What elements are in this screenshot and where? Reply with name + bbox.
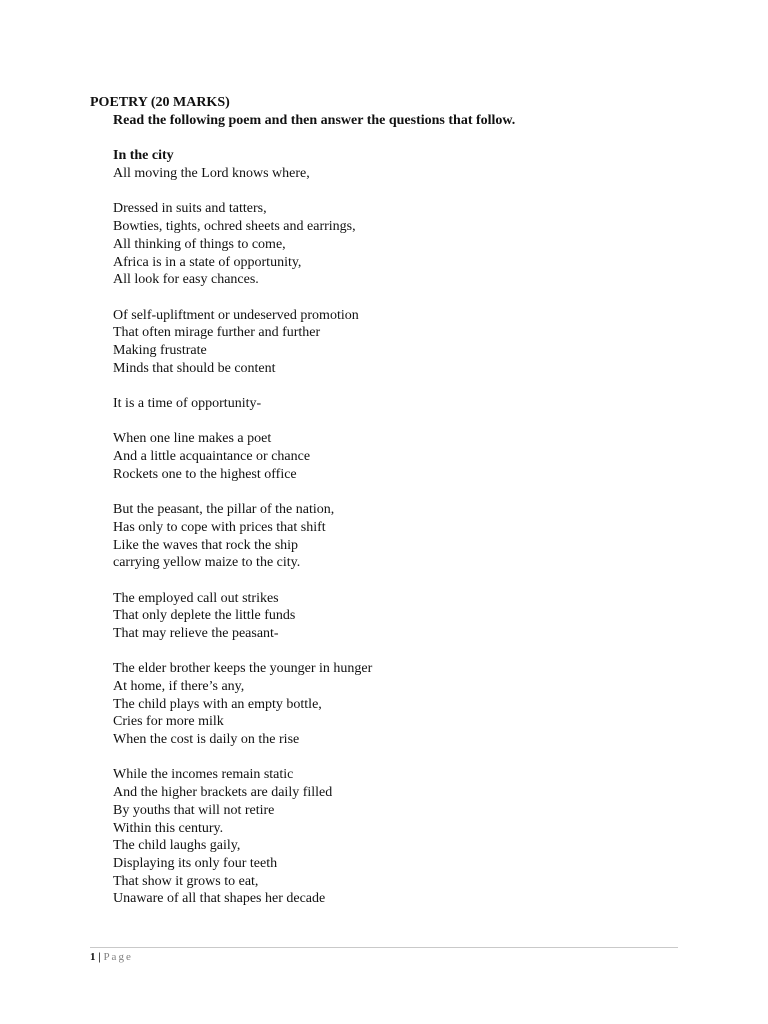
poem-line: Has only to cope with prices that shift	[113, 519, 326, 535]
poem-line: When one line makes a poet	[113, 431, 272, 447]
poem-title: In the city	[113, 148, 174, 164]
page-footer	[90, 950, 133, 964]
poem-line: Unaware of all that shapes her decade	[113, 891, 326, 907]
poem-line: Like the waves that rock the ship	[113, 537, 299, 553]
poem-line: Displaying its only four teeth	[113, 855, 278, 871]
poem-line: That only deplete the little funds	[113, 608, 296, 624]
poem-line: And the higher brackets are daily filled	[113, 785, 333, 801]
poem-line: The child laughs gaily,	[113, 838, 241, 854]
stanza-break	[113, 749, 713, 767]
footer-separator: |	[98, 951, 101, 963]
poem-line: That often mirage further and further	[113, 325, 321, 341]
stanza-break	[113, 183, 713, 201]
stanza-break	[113, 413, 713, 431]
poem-line: It is a time of opportunity-	[113, 396, 262, 411]
poem-line: All moving the Lord knows where,	[113, 166, 310, 182]
stanza-break	[113, 377, 713, 395]
poem-line: And a little acquaintance or chance	[113, 449, 311, 465]
poem-line: While the incomes remain static	[113, 767, 294, 783]
instruction-text: Read the following poem and then answer the questions that follow.	[113, 113, 516, 128]
poem-line: All look for easy chances.	[113, 272, 259, 288]
poem-block	[113, 112, 713, 908]
poem-line: Cries for more milk	[113, 714, 224, 730]
stanza-break	[113, 643, 713, 661]
poem-line: Rockets one to the highest office	[113, 466, 297, 482]
stanza-break	[113, 289, 713, 307]
poem-line: Dressed in suits and tatters,	[113, 201, 267, 217]
poem-line: The employed call out strikes	[113, 590, 279, 606]
poem-line: The elder brother keeps the younger in hunger	[113, 661, 373, 677]
section-heading: POETRY (20 MARKS)	[90, 95, 230, 110]
poem-line: But the peasant, the pillar of the nation,	[113, 502, 335, 518]
poem-line: The child plays with an empty bottle,	[113, 696, 322, 712]
poem-line: At home, if there’s any,	[113, 679, 245, 694]
poem-line: Within this century.	[113, 820, 224, 836]
poem-line: Making frustrate	[113, 342, 207, 358]
page-number: 1	[90, 951, 96, 963]
poem-line: All thinking of things to come,	[113, 236, 286, 252]
stanza-break	[113, 572, 713, 590]
poem-line: carrying yellow maize to the city.	[113, 555, 301, 571]
poem-line: By youths that will not retire	[113, 802, 275, 818]
poem-line: That show it grows to eat,	[113, 873, 259, 889]
poem-lines	[113, 165, 713, 908]
poem-line: That may relieve the peasant-	[113, 625, 279, 641]
poem-line: Of self-upliftment or undeserved promotion	[113, 307, 359, 323]
stanza-break	[113, 483, 713, 501]
page-label: Page	[103, 951, 133, 963]
poem-line: Bowties, tights, ochred sheets and earrings,	[113, 219, 356, 235]
poem-line: Africa is in a state of opportunity,	[113, 254, 302, 270]
footer-divider	[90, 947, 678, 948]
poem-line: When the cost is daily on the rise	[113, 732, 300, 748]
poem-line: Minds that should be content	[113, 360, 276, 376]
blank-line	[113, 130, 713, 148]
